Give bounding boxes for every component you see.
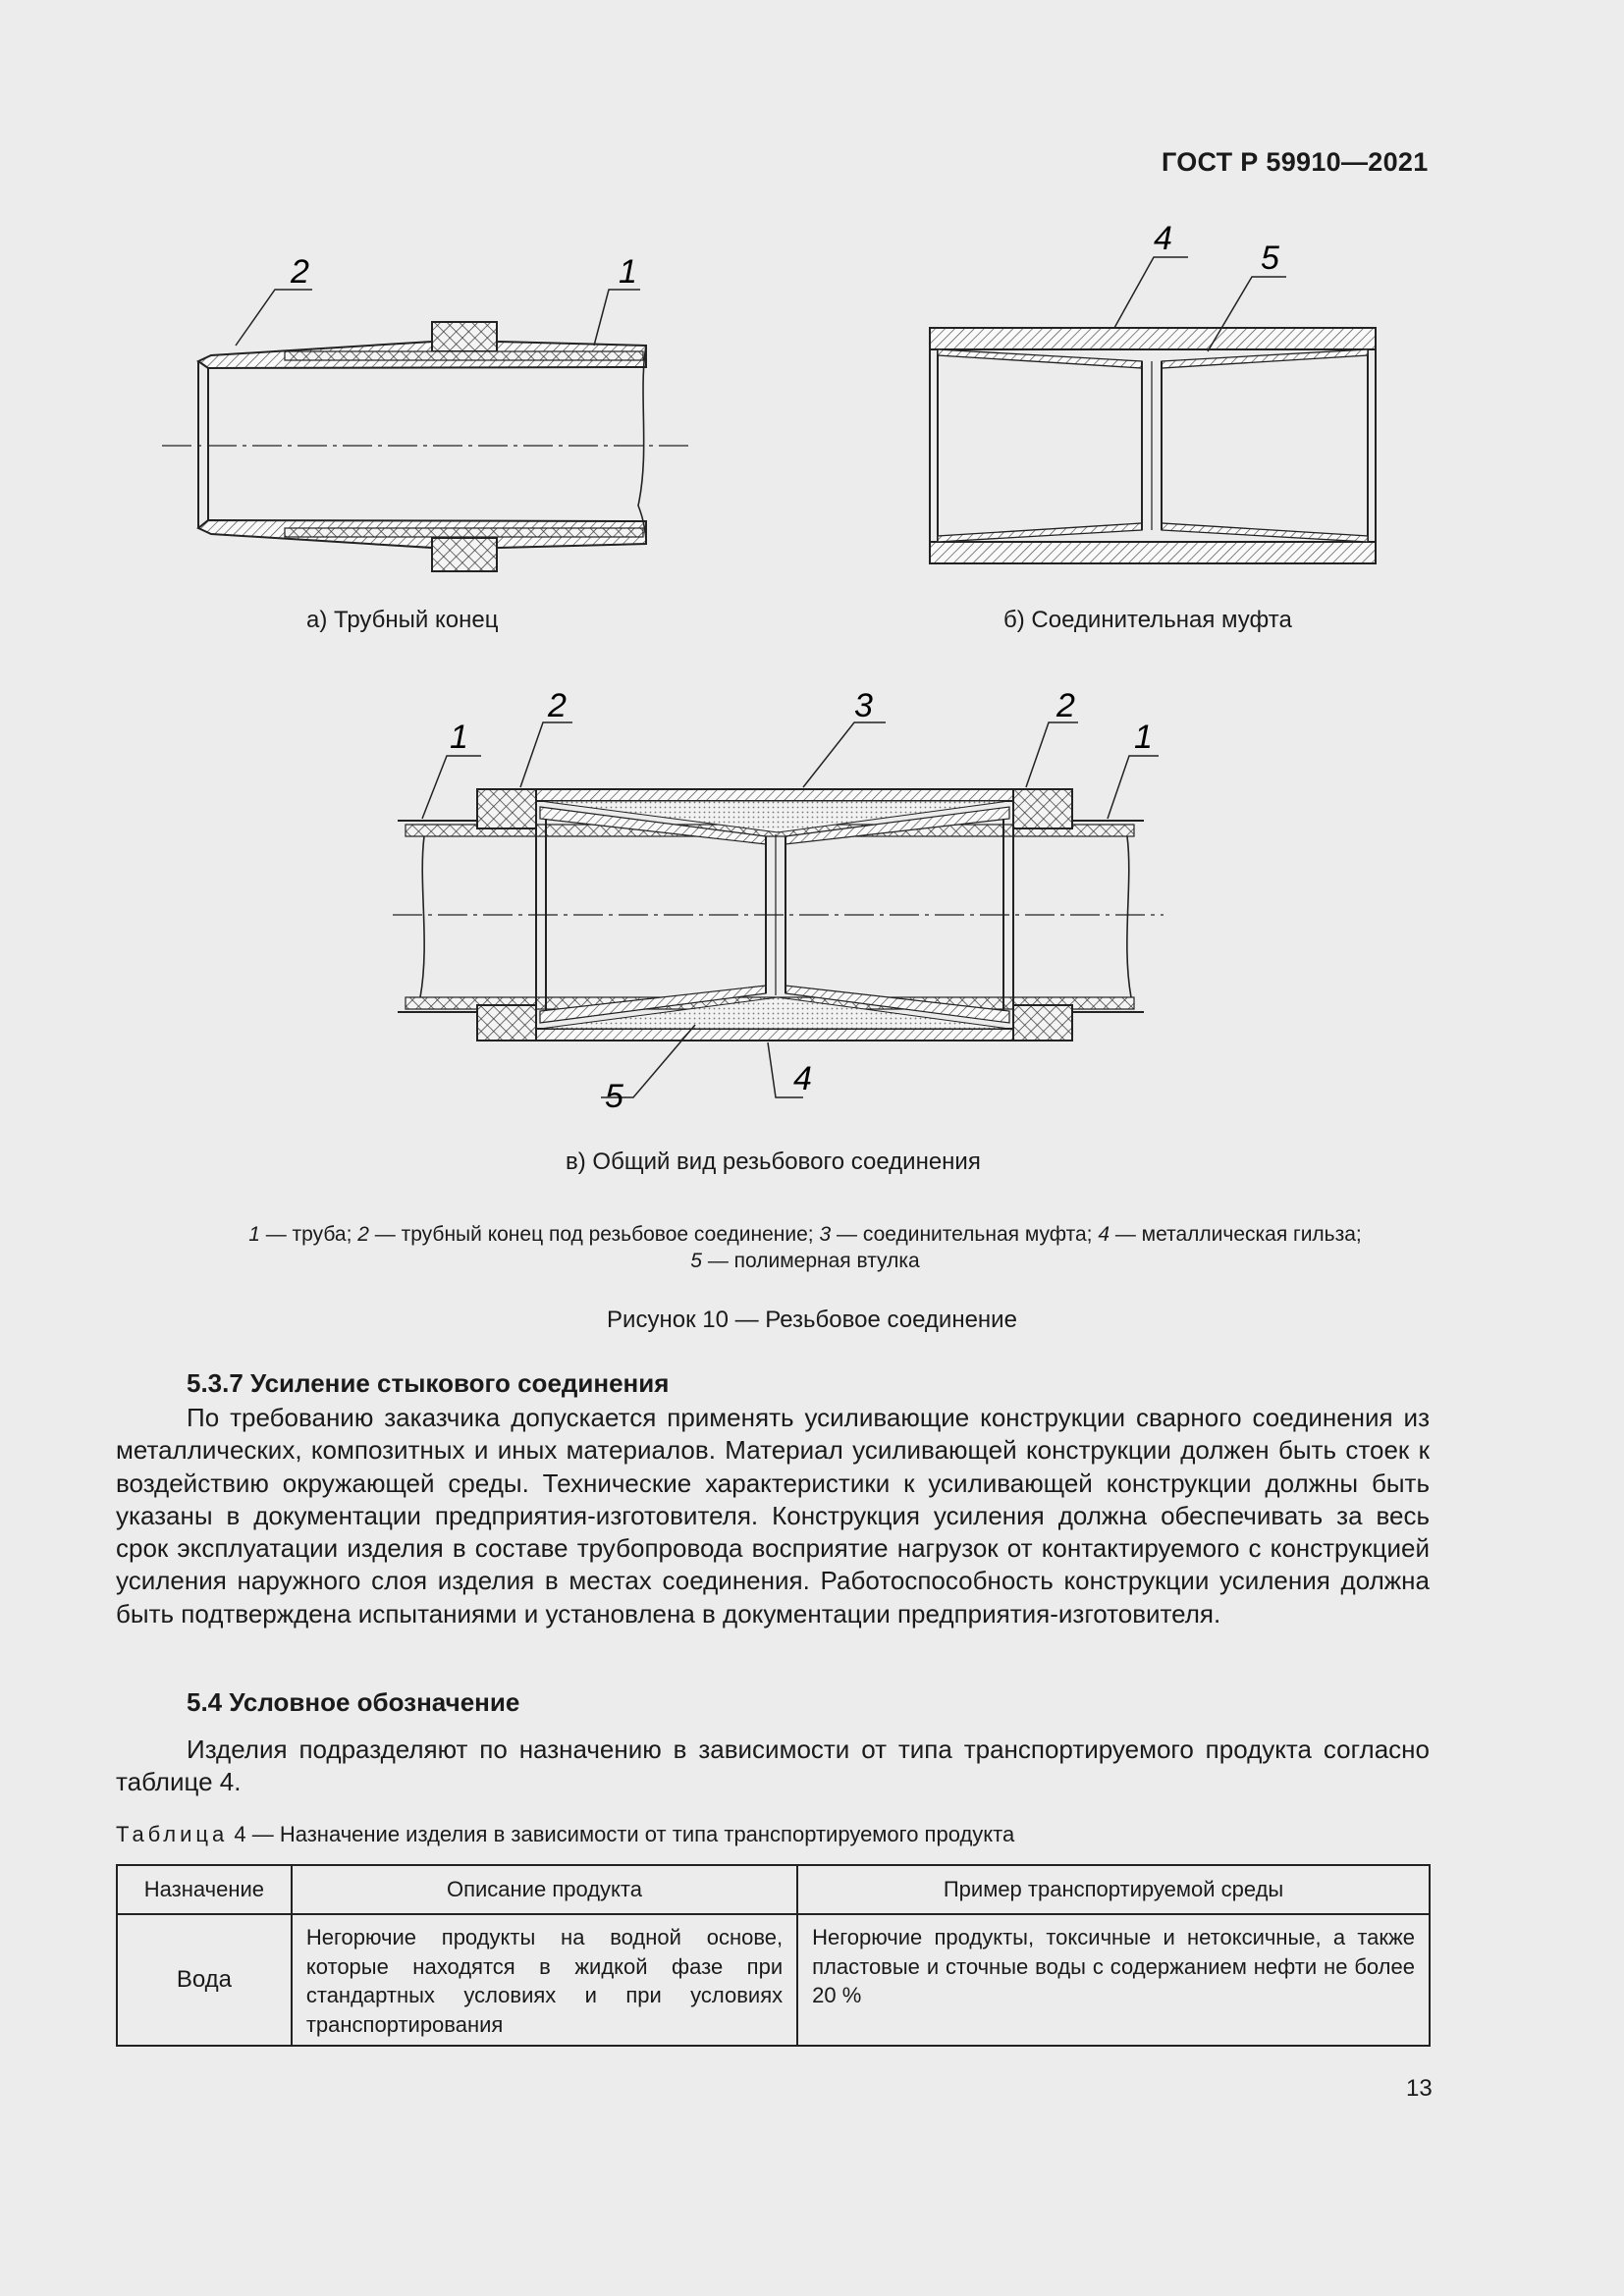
table-header-description: Описание продукта [292,1865,797,1914]
table-header-purpose: Назначение [117,1865,292,1914]
callout-c-4: 4 [793,1060,812,1097]
callout-c-1-left: 1 [450,719,468,756]
figure-title: Рисунок 10 — Резьбовое соединение [607,1307,1017,1333]
callout-b-4: 4 [1154,220,1172,257]
legend-text-1: — труба; [259,1223,358,1246]
legend-num-1: 1 [248,1223,260,1246]
section-54-text [116,1734,1430,1799]
callout-a-1: 1 [619,253,637,291]
legend-num-5: 5 [690,1250,702,1272]
panel-c-caption: в) Общий вид резьбового соединения [566,1148,981,1175]
legend-num-2: 2 [357,1223,369,1246]
panel-b-drawing [930,257,1376,563]
table-cell-description: Негорючие продукты на водной основе, которые находятся в жидкой фазе при стандартных условиях и при условиях транспортирования [292,1914,797,2046]
callout-a-2: 2 [291,253,309,291]
section-54-heading: 5.4 Условное обозначение [187,1687,520,1717]
legend-num-4: 4 [1098,1223,1110,1246]
callout-b-5: 5 [1261,240,1279,277]
callout-c-3: 3 [854,687,873,724]
callout-c-2-left: 2 [548,687,567,724]
table-header-row [117,1865,1430,1914]
table-4-label: Таблица [116,1822,229,1846]
legend-text-5: — полимерная втулка [701,1250,920,1272]
table-cell-purpose: Вода [117,1914,292,2046]
callout-c-1-right: 1 [1134,719,1153,756]
callout-c-2-right: 2 [1056,687,1075,724]
legend-text-3: — соединительная муфта; [831,1223,1099,1246]
table-row [117,1914,1430,2046]
section-537-text [116,1402,1430,1630]
section-537-paragraph: По требованию заказчика допускается применять усиливающие конструкции сварного соединения из металлических, композитных и иных материалов. Материал усиливающей конструкции должен быть стоек к воздействию окружающей среды. Технические характеристики к усиливающей конструкции должны быть указаны в документации предприятия-изготовителя. Конструкция усиления должна обеспечивать за весь срок эксплуатации изделия в составе трубопровода восприятие нагрузок от контактируемого с конструкцией усиления наружного слоя изделия в местах соединения. Работоспособность конструкции усиления должна быть подтверждена испытаниями и установлена в документации предприятия-изготовителя. [116,1403,1430,1629]
standard-number: ГОСТ Р 59910—2021 [1162,147,1429,177]
table-4-caption [116,1822,1014,1847]
page-number: 13 [1406,2075,1433,2102]
legend-text-4: — металлическая гильза; [1110,1223,1362,1246]
figure-legend [118,1221,1492,1274]
section-54-paragraph: Изделия подразделяют по назначению в зависимости от типа транспортируемого продукта согласно таблице 4. [116,1735,1430,1797]
table-header-example: Пример транспортируемой среды [797,1865,1430,1914]
panel-b-caption: б) Соединительная муфта [1003,607,1292,633]
panel-a-caption: а) Трубный конец [306,607,499,633]
section-537-heading: 5.3.7 Усиление стыкового соединения [187,1368,670,1398]
table-4-title: 4 — Назначение изделия в зависимости от типа транспортируемого продукта [228,1822,1015,1846]
legend-text-2: — трубный конец под резьбовое соединение; [368,1223,820,1246]
panel-a-drawing [162,290,692,571]
callout-c-5: 5 [605,1078,623,1115]
legend-num-3: 3 [819,1223,832,1246]
table-4 [116,1864,1431,2047]
table-cell-example: Негорючие продукты, токсичные и нетоксичные, а также пластовые и сточные воды с содержанием нефти не более 20 % [797,1914,1430,2046]
panel-c-drawing [393,722,1164,1097]
